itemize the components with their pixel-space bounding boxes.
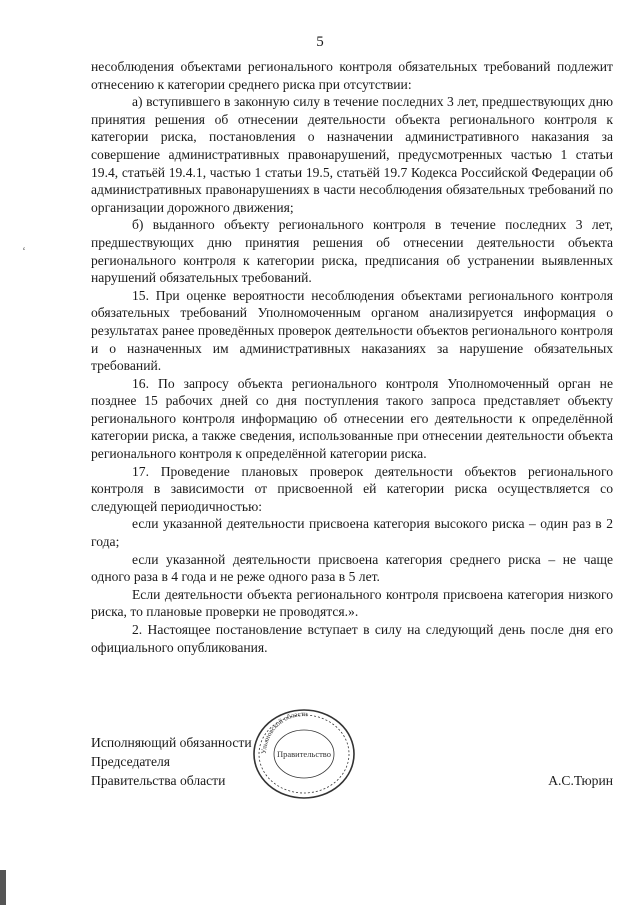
paragraph-16: 16. По запросу объекта регионального контроля Уполномоченный орган не позднее 15 рабочих дней со дня поступления такого запроса представляет объекту регионального контроля информацию об отнесении его деятельности к определённой категории риска, а также сведения, использованные при отнесении деятельности объекта регионального контроля к определённой категории риска. [91, 375, 613, 462]
signature-title-line-1: Исполняющий обязанности [91, 735, 252, 750]
paragraph-15: 15. При оценке вероятности несоблюдения объектами регионального контроля обязательных требований Уполномоченным органом анализируется информация о результатах ранее проведённых проверок деятельности объектов регионального контроля и о назначенных им административных наказаниях за нарушение обязательных требований. [91, 287, 613, 374]
document-body [91, 58, 613, 656]
margin-mark: ‘ [22, 244, 26, 258]
paragraph-17: 17. Проведение плановых проверок деятельности объектов регионального контроля в зависимости от присвоенной ей категории риска осуществляется со следующей периодичностью: [91, 463, 613, 514]
paragraph-effective-date: 2. Настоящее постановление вступает в силу на следующий день после дня его официального опубликования. [91, 622, 613, 655]
seal-center-text: Правительство [276, 749, 332, 759]
scan-edge-mark [0, 870, 6, 905]
paragraph-b: б) выданного объекту регионального контроля в течение последних 3 лет, предшествующих дню принятия решения об отнесении деятельности объекта регионального контроля к категории риска, предписания об устранении выявленных нарушений обязательных требований. [91, 217, 613, 286]
paragraph-intro: несоблюдения объектами регионального контроля обязательных требований подлежит отнесению к категории среднего риска при отсутствии: [91, 59, 613, 92]
svg-text:Ульяновской области [260, 710, 308, 754]
paragraph-high-risk: если указанной деятельности присвоена категория высокого риска – один раз в 2 года; [91, 516, 613, 550]
signature-title-line-3: Правительства области [91, 773, 226, 788]
page-number: 5 [316, 34, 324, 50]
paragraph-a: а) вступившего в законную силу в течение последних 3 лет, предшествующих дню принятия решения об отнесении деятельности объекта регионального контроля к категории риска, постановления о назначении административного наказания за совершение административных правонарушений, предусмотренных частью 1 статьи 19.4, статьёй 19.4.1, частью 1 статьи 19.5, статьёй 19.7 Кодекса Российской Федерации об административных правонарушениях в части несоблюдения обязательных требований по организации дорожного движения; [91, 94, 613, 215]
signature-title-line-2: Председателя [91, 754, 171, 769]
paragraph-medium-risk: если указанной деятельности присвоена категория среднего риска – не чаще одного раза в 4 года и не реже одного раза в 5 лет. [91, 551, 613, 585]
paragraph-low-risk: Если деятельности объекта регионального контроля присвоена категория низкого риска, то плановые проверки не проводятся.». [91, 586, 613, 620]
official-seal [248, 706, 360, 802]
signatory-name: А.С.Тюрин [548, 773, 613, 788]
seal-ring-text: Ульяновской области [259, 709, 308, 755]
